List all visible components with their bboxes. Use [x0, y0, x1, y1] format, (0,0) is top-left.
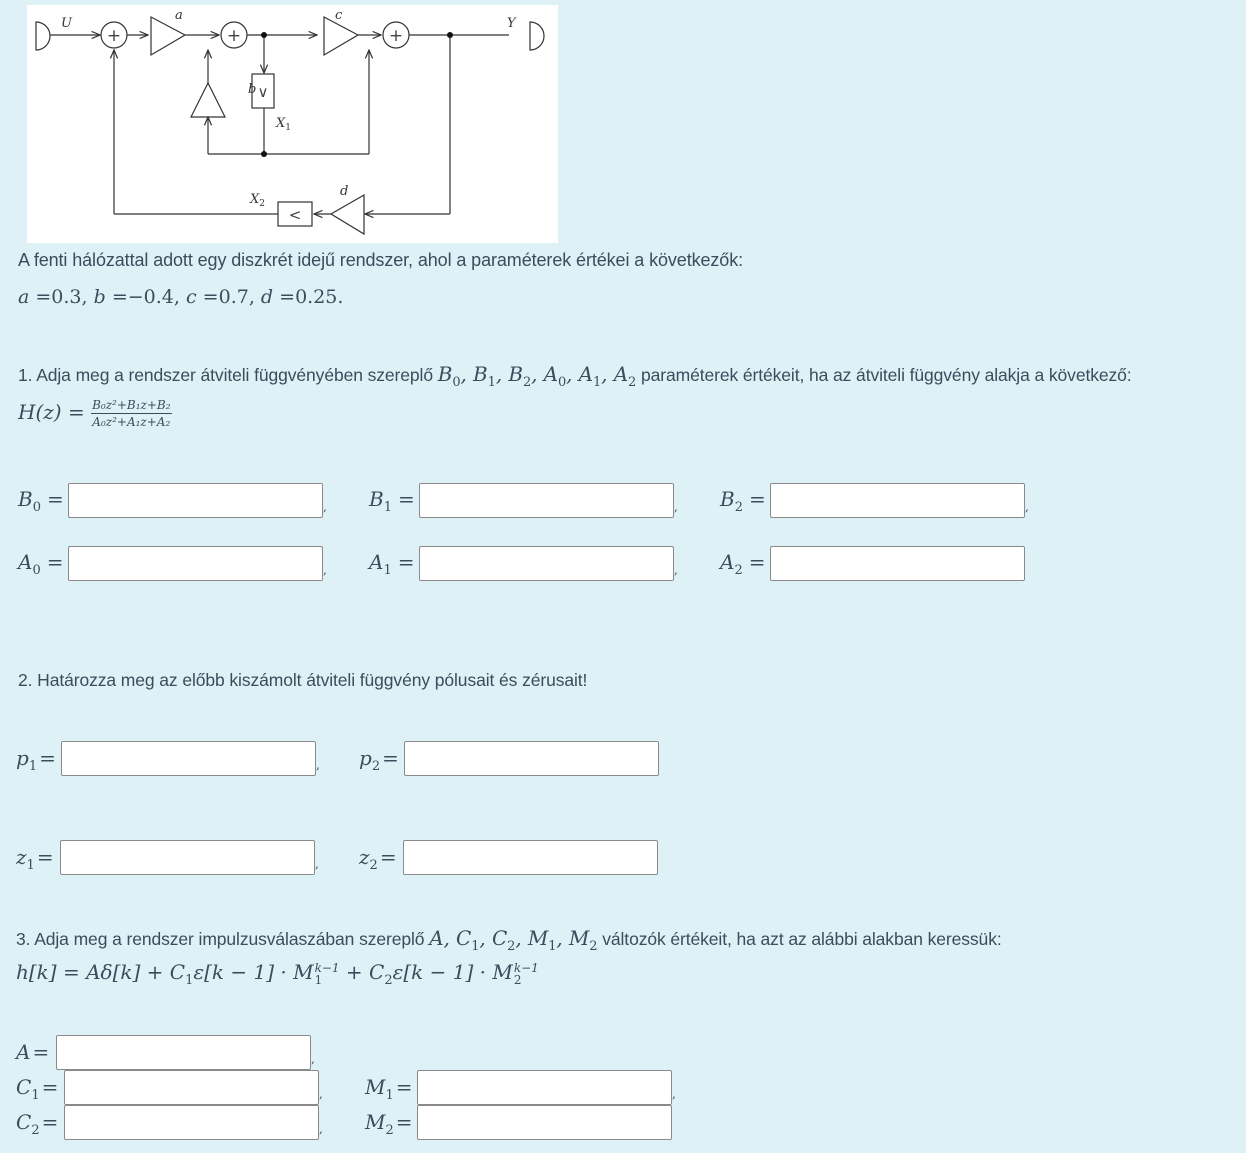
c1-input[interactable] — [64, 1070, 319, 1105]
delay-symbol-2: < — [288, 206, 302, 224]
a-input[interactable] — [56, 1035, 311, 1070]
comma: , — [674, 563, 678, 577]
a1-label: $A_1$ = — [369, 550, 415, 578]
formula-lhs: H(z) = — [18, 400, 85, 424]
comma: , — [672, 1087, 676, 1101]
q3-param-list: A, $C_1$, $C_2$, $M_1$, $M_2$ — [429, 926, 598, 954]
c1-label: $C_1$ = — [16, 1075, 59, 1103]
block-diagram-svg — [27, 5, 558, 243]
comma: , — [319, 1122, 323, 1136]
param-values: a =0.3, b =−0.4, c =0.7, d =0.25. — [18, 286, 344, 308]
comma: , — [323, 563, 327, 577]
gain-b-label: b — [248, 82, 257, 97]
z2-label: $z_2$ = — [359, 845, 397, 873]
state-x2-label: $X_2$ — [250, 192, 265, 209]
q3-text-before: 3. Adja meg a rendszer impulzusválaszában szereplő — [16, 929, 425, 949]
sum-symbol-3: + — [388, 26, 404, 46]
delay-symbol-1: ∨ — [257, 83, 269, 101]
comma: , — [323, 500, 327, 514]
b2-input[interactable] — [770, 483, 1025, 518]
comma: , — [311, 1052, 315, 1066]
comma: , — [674, 500, 678, 514]
sum-symbol-1: + — [106, 26, 122, 46]
gain-b-icon — [191, 83, 225, 117]
junction-dot — [447, 32, 453, 38]
gain-d-icon — [331, 195, 364, 234]
p2-input[interactable] — [404, 741, 659, 776]
param-c-value: 0.7 — [218, 286, 249, 308]
param-d-name: d — [260, 286, 274, 308]
m2-input[interactable] — [417, 1105, 672, 1140]
p1-input[interactable] — [61, 741, 316, 776]
gain-d-label: d — [340, 184, 349, 199]
param-c-name: c — [185, 286, 197, 308]
q1-text-after: paraméterek értékeit, ha az átviteli függvény alakja a következő: — [640, 365, 1132, 385]
gain-c-label: c — [335, 8, 343, 23]
z2-input[interactable] — [403, 840, 658, 875]
q1-param-list: $B_0$, $B_1$, $B_2$, $A_0$, $A_1$, $A_2$ — [437, 362, 637, 390]
comma: , — [315, 857, 319, 871]
param-b-name: b — [93, 286, 106, 308]
z1-label: $z_1$ = — [16, 845, 54, 873]
q3-prompt — [16, 926, 1002, 954]
param-a-name: a — [18, 286, 30, 308]
a2-input[interactable] — [770, 546, 1025, 581]
m1-input[interactable] — [417, 1070, 672, 1105]
formula-denominator: A₀z²+A₁z+A₂ — [92, 415, 171, 429]
impulse-response-formula: $h[k] = A\delta[k] + C_1\varepsilon[k - 1] \cdot M$ k−1 1 + $C_2\varepsilon[k - 1] \cdot M$ k−1 2 — [16, 960, 539, 988]
q1-prompt — [18, 362, 1132, 390]
c2-label: $C_2$ = — [16, 1110, 59, 1138]
b1-input[interactable] — [419, 483, 674, 518]
q1-text-before: 1. Adja meg a rendszer átviteli függvényében szereplő — [18, 365, 433, 385]
q3-text-after: változók értékeit, ha azt az alábbi alakban keressük: — [602, 929, 1002, 949]
param-b-value: −0.4 — [127, 286, 174, 308]
formula-numerator: B₀z²+B₁z+B₂ — [92, 398, 171, 412]
output-label: Y — [507, 16, 516, 31]
intro-text: A fenti hálózattal adott egy diszkrét idejű rendszer, ahol a paraméterek értékei a következők: — [18, 250, 744, 270]
b1-label: $B_1$ = — [369, 487, 415, 515]
z1-input[interactable] — [60, 840, 315, 875]
state-x1-label: $X_1$ — [276, 116, 291, 133]
param-d-value: 0.25 — [295, 286, 338, 308]
transfer-function-formula — [18, 398, 172, 429]
comma: , — [316, 758, 320, 772]
comma: , — [319, 1087, 323, 1101]
output-terminal-icon — [530, 22, 544, 50]
junction-dot — [261, 151, 267, 157]
sum-symbol-2: + — [226, 26, 242, 46]
q2-prompt: 2. Határozza meg az előbb kiszámolt átviteli függvény pólusait és zérusait! — [18, 670, 588, 690]
p2-label: $p_2$ = — [359, 746, 399, 774]
formula-fraction — [91, 398, 171, 429]
a2-label: $A_2$ = — [720, 550, 766, 578]
input-label: U — [61, 16, 72, 31]
m1-label: $M_1$ = — [365, 1075, 413, 1103]
c2-input[interactable] — [64, 1105, 319, 1140]
a1-input[interactable] — [419, 546, 674, 581]
b0-input[interactable] — [68, 483, 323, 518]
gain-a-label: a — [175, 8, 183, 23]
m2-label: $M_2$ = — [365, 1110, 413, 1138]
comma: , — [1025, 500, 1029, 514]
junction-dot — [261, 32, 267, 38]
a-label: A = — [16, 1040, 50, 1064]
a0-input[interactable] — [68, 546, 323, 581]
block-diagram — [27, 5, 558, 243]
a0-label: $A_0$ = — [18, 550, 64, 578]
b2-label: $B_2$ = — [720, 487, 766, 515]
p1-label: $p_1$ = — [16, 746, 56, 774]
input-terminal-icon — [36, 22, 50, 50]
b0-label: $B_0$ = — [18, 487, 64, 515]
param-a-value: 0.3 — [51, 286, 82, 308]
